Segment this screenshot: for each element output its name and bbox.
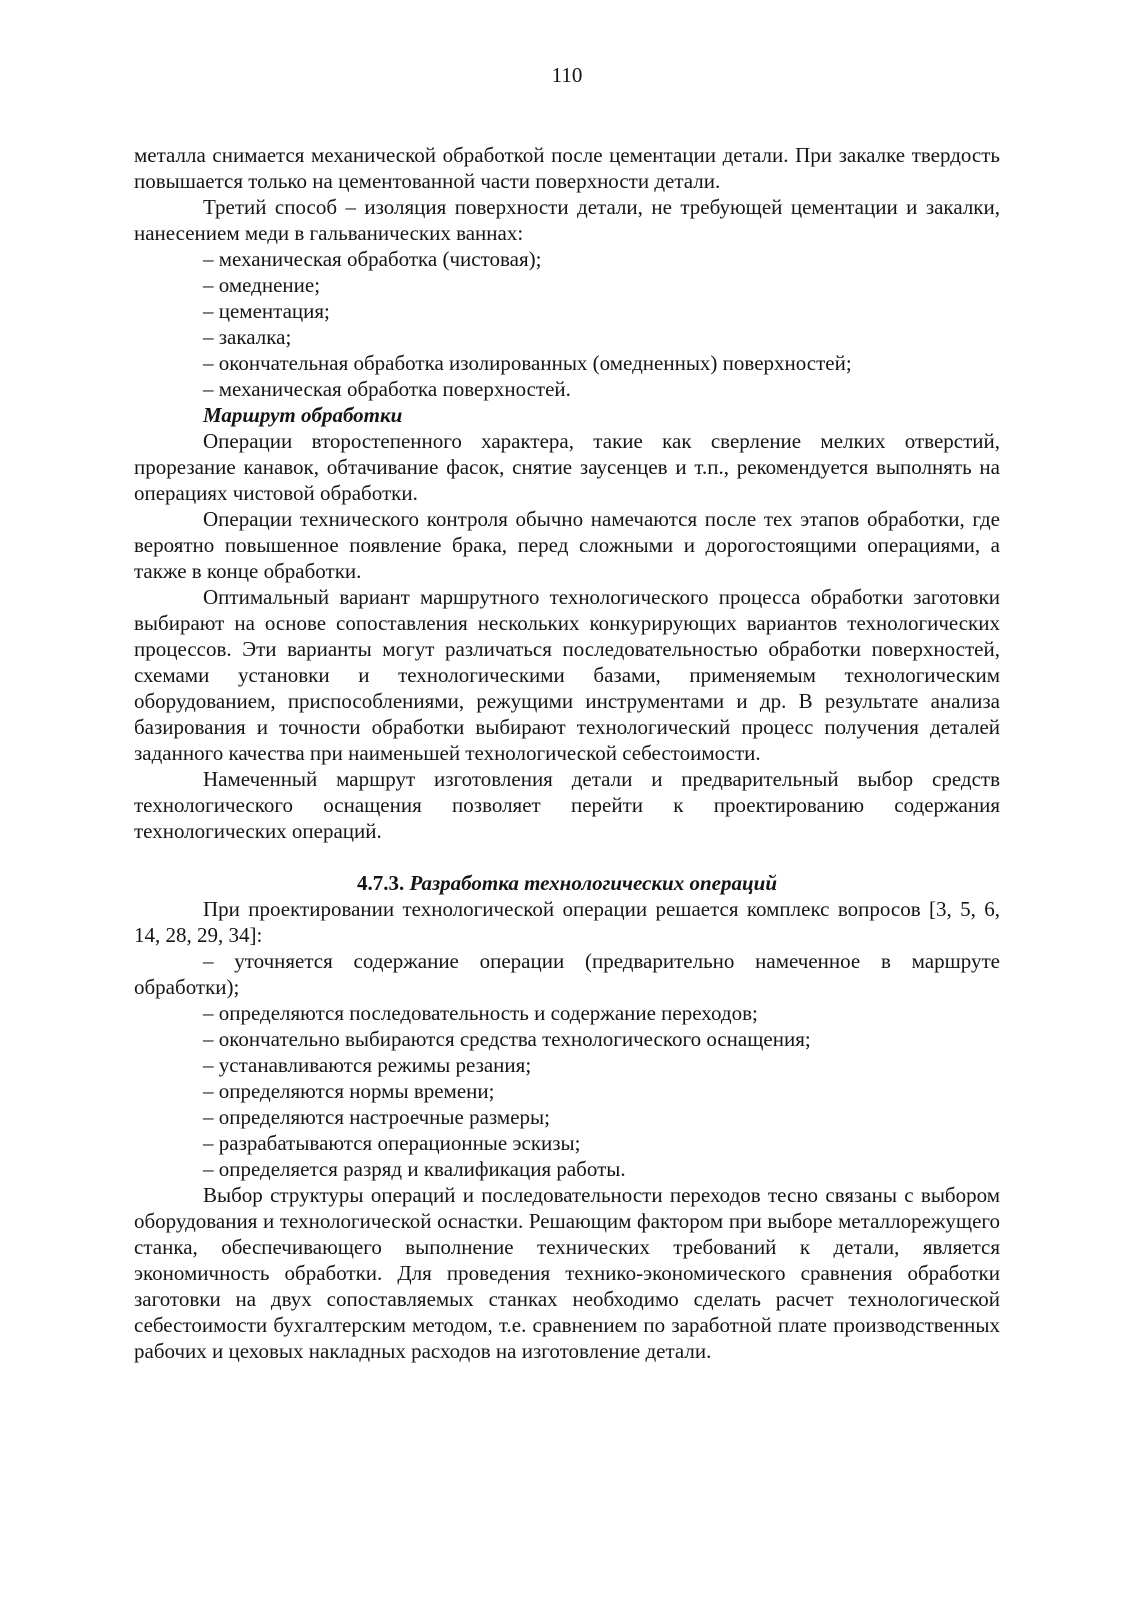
list-item: – определяются последовательность и содержание переходов; bbox=[203, 1001, 758, 1025]
paragraph-optimal-variant: Оптимальный вариант маршрутного технологического процесса обработки заготовки выбирают на основе сопоставления нескольких конкурирующих вариантов технологических процессов. Эти варианты могут различаться последовательностью обработки поверхностей, схемами установки и технологическими базами, применяемым технологическим оборудованием, приспособлениями, режущими инструментами и др. В результате анализа базирования и точности обработки выбирают технологический процесс получения деталей заданного качества при наименьшей технологической себестоимости. bbox=[134, 585, 1000, 765]
list-item: – цементация; bbox=[203, 299, 330, 323]
section-title: Разработка технологических операций bbox=[409, 871, 778, 895]
section-heading bbox=[134, 870, 1000, 896]
list-item: – закалка; bbox=[203, 325, 292, 349]
list-item: – механическая обработка (чистовая); bbox=[203, 247, 542, 271]
document-page bbox=[134, 62, 1000, 1364]
section-number: 4.7.3. bbox=[356, 871, 405, 895]
page-number: 110 bbox=[551, 63, 583, 87]
list-item: – уточняется содержание операции (предварительно намеченное в маршруте обработки); bbox=[134, 949, 1000, 999]
paragraph-design-issues: При проектировании технологической операции решается комплекс вопросов [3, 5, 6, 14, 28, 29, 34]: bbox=[134, 897, 1000, 947]
list-item: – окончательная обработка изолированных (омедненных) поверхностей; bbox=[203, 351, 852, 375]
list-design-issues bbox=[134, 948, 1000, 1182]
list-item: – определяются настроечные размеры; bbox=[203, 1105, 550, 1129]
paragraph-planned-route: Намеченный маршрут изготовления детали и предварительный выбор средств технологического оснащения позволяет перейти к проектированию содержания технологических операций. bbox=[134, 767, 1000, 843]
list-item: – разрабатываются операционные эскизы; bbox=[203, 1131, 581, 1155]
paragraph-structure-choice: Выбор структуры операций и последовательности переходов тесно связаны с выбором оборудования и технологической оснастки. Решающим фактором при выборе металлорежущего станка, обеспечивающего выполнение технических требований к детали, является экономичность обработки. Для проведения технико-экономического сравнения обработки заготовки на двух сопоставляемых станках необходимо сделать расчет технологической себестоимости бухгалтерским методом, т.е. сравнением по заработной плате производственных рабочих и цеховых накладных расходов на изготовление детали. bbox=[134, 1183, 1000, 1363]
list-item: – определяется разряд и квалификация работы. bbox=[203, 1157, 626, 1181]
paragraph-carburizing-end: металла снимается механической обработкой после цементации детали. При закалке твердость повышается только на цементованной части поверхности детали. bbox=[134, 143, 1000, 193]
paragraph-quality-control: Операции технического контроля обычно намечаются после тех этапов обработки, где вероятно повышенное появление брака, перед сложными и дорогостоящими операциями, а также в конце обработки. bbox=[134, 507, 1000, 583]
list-item: – омеднение; bbox=[203, 273, 321, 297]
paragraph-third-method: Третий способ – изоляция поверхности детали, не требующей цементации и закалки, нанесением меди в гальванических ваннах: bbox=[134, 195, 1000, 245]
route-heading: Маршрут обработки bbox=[203, 403, 403, 427]
list-item: – определяются нормы времени; bbox=[203, 1079, 495, 1103]
paragraph-secondary-operations: Операции второстепенного характера, такие как сверление мелких отверстий, прорезание канавок, обтачивание фасок, снятие заусенцев и т.п., рекомендуется выполнять на операциях чистовой обработки. bbox=[134, 429, 1000, 505]
list-item: – окончательно выбираются средства технологического оснащения; bbox=[203, 1027, 811, 1051]
list-item: – устанавливаются режимы резания; bbox=[203, 1053, 532, 1077]
list-item: – механическая обработка поверхностей. bbox=[203, 377, 571, 401]
list-copper-steps bbox=[134, 246, 1000, 402]
